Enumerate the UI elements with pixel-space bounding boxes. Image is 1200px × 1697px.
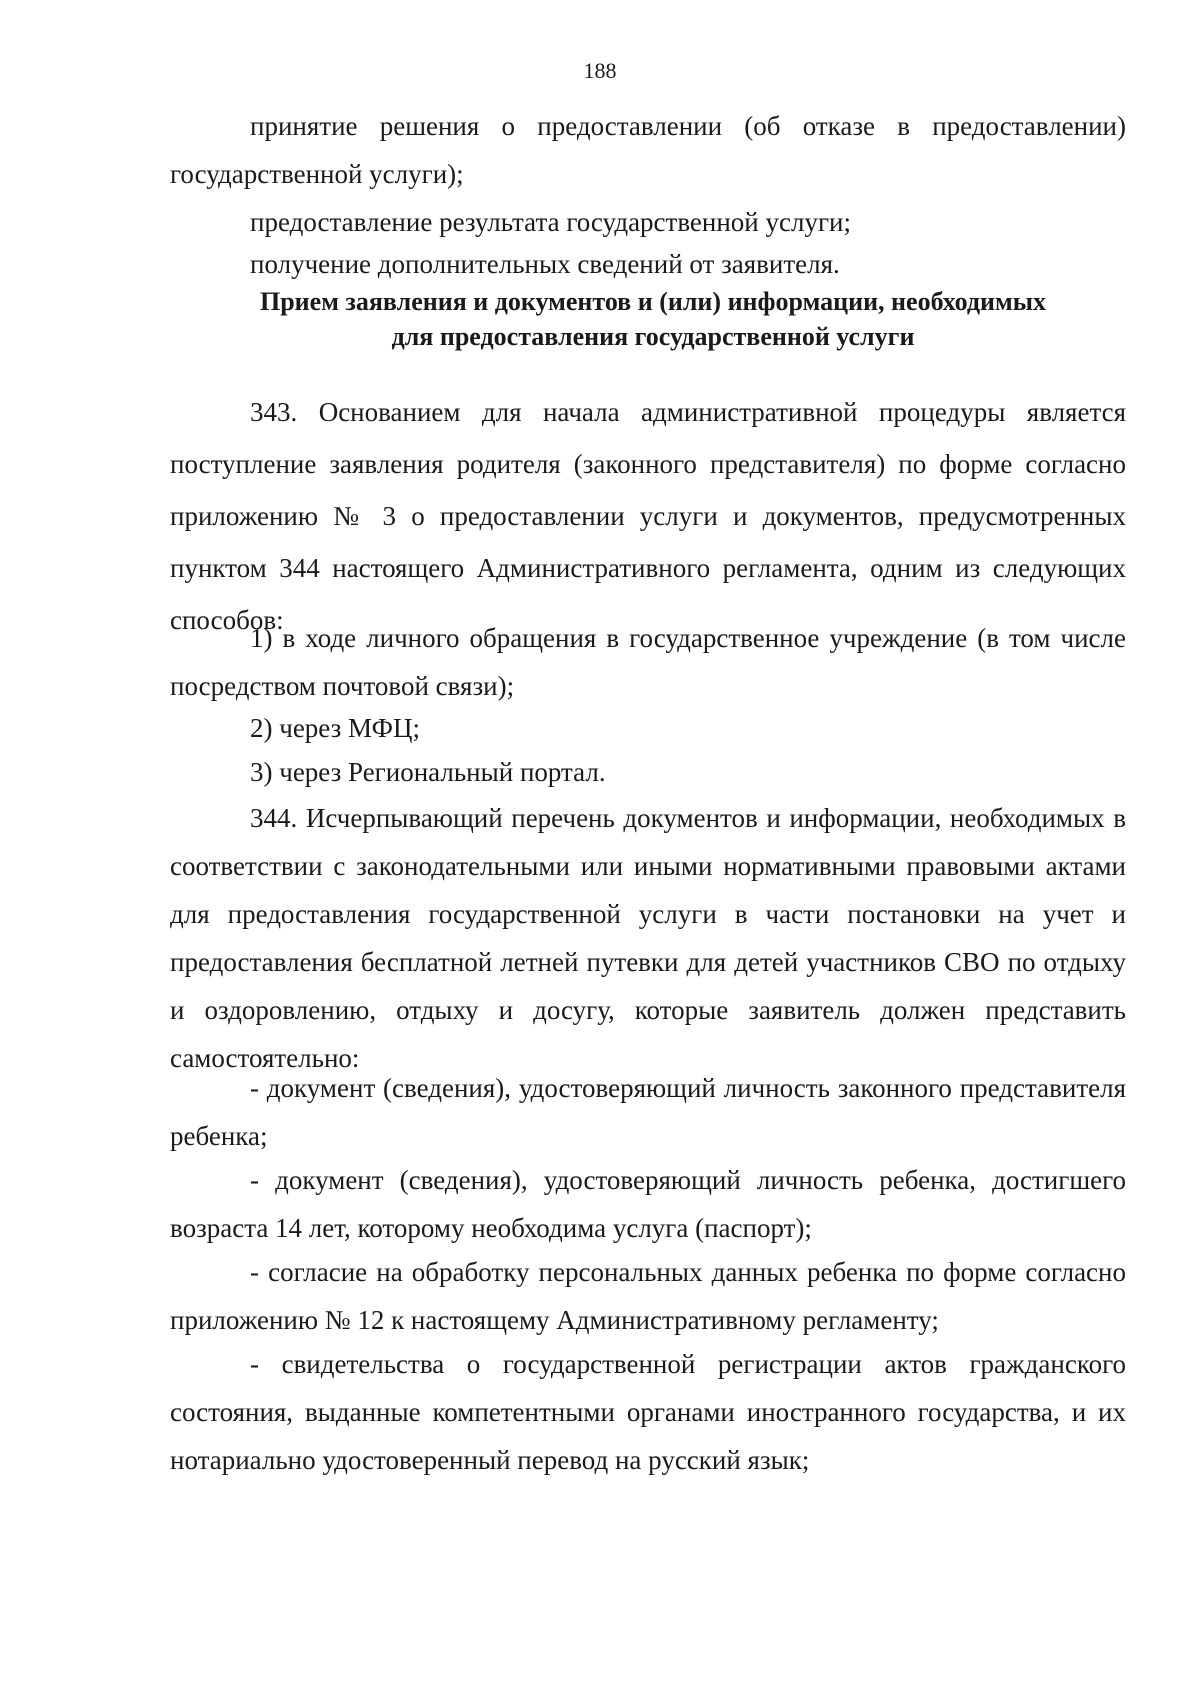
section-heading <box>180 284 1126 354</box>
list-item-way-1: 1) в ходе личного обращения в государственное учреждение (в том числе посредством почтовой связи); <box>170 623 1126 701</box>
doc-list-item-4: - свидетельства о государственной регистрации актов гражданского состояния, выданные компетентными органами иностранного государства, и их нотариально удостоверенный перевод на русский язык; <box>170 1349 1126 1475</box>
paragraph-344: 344. Исчерпывающий перечень документов и информации, необходимых в соответствии с законодательными или иными нормативными правовыми актами для предоставления государственной услуги в части постановки на учет и предоставления бесплатной летней путевки для детей участников СВО по отдыху и оздоровлению, отдыху и досугу, которые заявитель должен представить самостоятельно: <box>170 803 1126 1073</box>
doc-list-item-2: - документ (сведения), удостоверяющий личность ребенка, достигшего возраста 14 лет, которому необходима услуга (паспорт); <box>170 1165 1126 1243</box>
doc-list-item-1: - документ (сведения), удостоверяющий личность законного представителя ребенка; <box>170 1073 1126 1151</box>
section-heading-line-1: Прием заявления и документов и (или) информации, необходимых <box>259 287 1046 316</box>
intro-item-info: получение дополнительных сведений от заявителя. <box>250 249 840 279</box>
list-item-way-3: 3) через Региональный портал. <box>250 757 606 787</box>
intro-item-decision: принятие решения о предоставлении (об отказе в предоставлении) государственной услуги); <box>170 111 1126 189</box>
doc-list-item-3: - согласие на обработку персональных данных ребенка по форме согласно приложению № 12 к настоящему Административному регламенту; <box>170 1257 1126 1335</box>
list-item-way-2: 2) через МФЦ; <box>250 713 421 743</box>
intro-item-result: предоставление результата государственной услуги; <box>250 207 851 237</box>
paragraph-343: 343. Основанием для начала административной процедуры является поступление заявления родителя (законного представителя) по форме согласно приложению № 3 о предоставлении услуги и документов, предусмотренных пунктом 344 настоящего Административного регламента, одним из следующих способов: <box>170 397 1126 635</box>
section-heading-line-2: для предоставления государственной услуги <box>391 322 915 351</box>
page-number: 188 <box>583 58 617 83</box>
